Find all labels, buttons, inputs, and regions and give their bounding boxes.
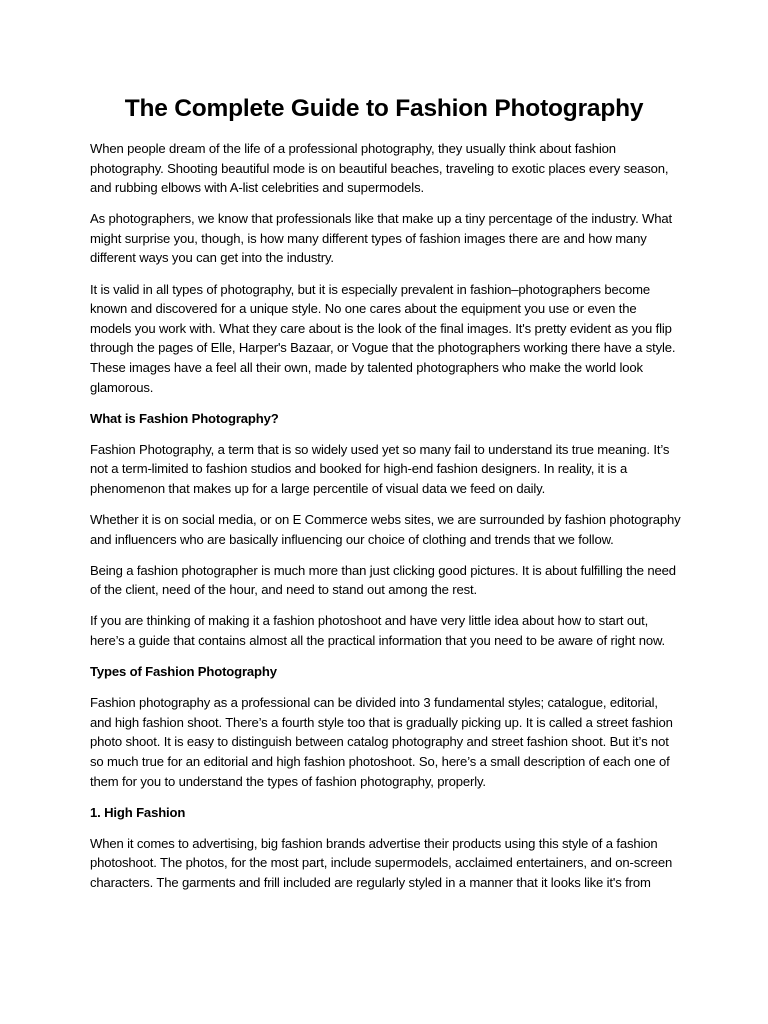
text-line: might surprise you, though, is how many different types of fashion images there are and how many	[90, 230, 647, 246]
paragraph-definition	[90, 440, 690, 499]
text-line: different ways you can get into the industry.	[90, 250, 334, 266]
text-line: so much true for an editorial and high fashion photoshoot. So, here’s a small description of each one of	[90, 753, 670, 769]
text-line: not a term-limited to fashion studios and booked for high-end fashion designers. In reality, it is a	[90, 461, 628, 477]
paragraph-social-media	[90, 510, 690, 549]
text-line: photo shoot. It is easy to distinguish between catalog photography and street fashion shoot. But it’s not	[90, 734, 669, 750]
paragraph-photographer-role	[90, 561, 690, 600]
paragraph-types	[90, 693, 690, 791]
section-heading: What is Fashion Photography?	[90, 410, 279, 426]
text-line: here’s a guide that contains almost all the practical information that you need to be aware of right now.	[90, 632, 666, 648]
text-line: photography. Shooting beautiful mode is on beautiful beaches, traveling to exotic places every season,	[90, 160, 669, 176]
text-line: Fashion photography as a professional can be divided into 3 fundamental styles; catalogue, editorial,	[90, 695, 658, 711]
text-line: As photographers, we know that professionals like that make up a tiny percentage of the industry. What	[90, 211, 673, 227]
text-line: Being a fashion photographer is much more than just clicking good pictures. It is about fulfilling the need	[90, 562, 676, 578]
text-line: It is valid in all types of photography, but it is especially prevalent in fashion–photographers become	[90, 281, 651, 297]
text-line: of the client, need of the hour, and need to stand out among the rest.	[90, 582, 477, 598]
text-line: When it comes to advertising, big fashion brands advertise their products using this style of a fashion	[90, 835, 658, 851]
text-line: If you are thinking of making it a fashion photoshoot and have very little idea about how to start out,	[90, 613, 649, 629]
text-line: Whether it is on social media, or on E Commerce webs sites, we are surrounded by fashion photography	[90, 512, 681, 527]
text-line: photoshoot. The photos, for the most part, include supermodels, acclaimed entertainers, and on-screen	[90, 855, 673, 871]
paragraph-industry	[90, 209, 690, 268]
text-line: known and discovered for a unique style. No one cares about the equipment you use or even the	[90, 301, 637, 317]
paragraph-intro	[90, 139, 690, 198]
paragraph-style	[90, 280, 690, 398]
paragraph-high-fashion	[90, 834, 690, 893]
text-line: them for you to understand the types of fashion photography, properly.	[90, 773, 486, 789]
text-line: Fashion Photography, a term that is so widely used yet so many fail to understand its true meaning. It’s	[90, 441, 670, 457]
section-heading: 1. High Fashion	[90, 804, 186, 820]
document-body	[90, 139, 690, 904]
text-line: These images have a feel all their own, made by talented photographers who make the world look	[90, 359, 643, 375]
text-line: through the pages of Elle, Harper's Bazaar, or Vogue that the photographers working there have a style.	[90, 340, 676, 356]
paragraph-guide-intro	[90, 611, 690, 650]
text-line: models you work with. What they care about is the look of the final images. It's pretty evident as you flip	[90, 320, 672, 336]
text-line: and rubbing elbows with A-list celebrities and supermodels.	[90, 180, 424, 196]
text-line: and influencers who are basically influencing our choice of clothing and trends that we follow.	[90, 531, 614, 547]
document-title: The Complete Guide to Fashion Photography	[124, 95, 644, 122]
text-line: phenomenon that makes up for a large percentile of visual data we feed on daily.	[90, 480, 546, 496]
text-line: characters. The garments and frill included are regularly styled in a manner that it looks like it's from	[90, 874, 651, 890]
text-line: glamorous.	[90, 379, 154, 395]
text-line: When people dream of the life of a professional photography, they usually think about fashion	[90, 141, 616, 156]
text-line: and high fashion shoot. There’s a fourth style too that is gradually picking up. It is called a street fashion	[90, 714, 673, 730]
section-heading: Types of Fashion Photography	[90, 664, 277, 680]
